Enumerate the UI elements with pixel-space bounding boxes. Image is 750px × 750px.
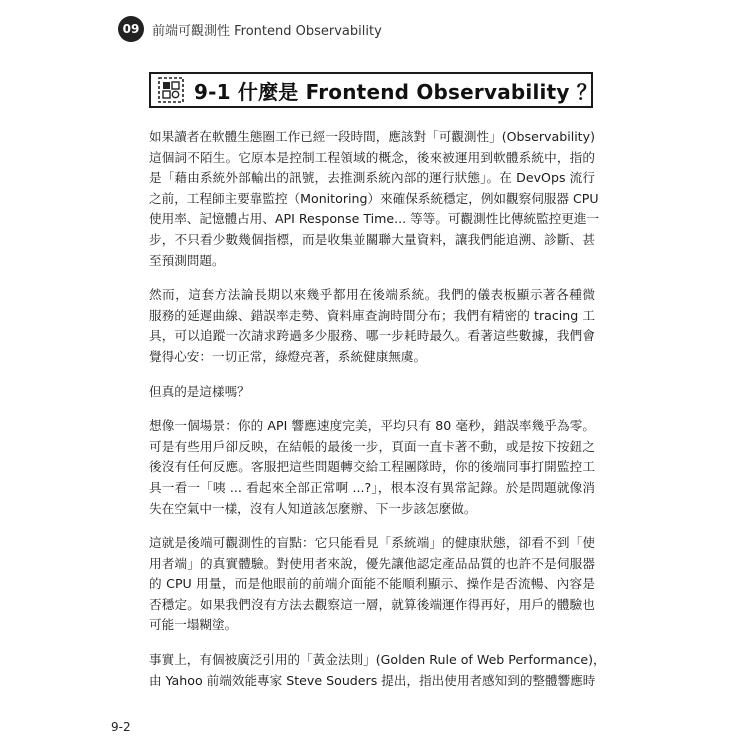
section-heading-box: [149, 72, 597, 108]
text-line: 如果讀者在軟體生態圈工作已經一段時間，應該對「可觀測性」(Observability): [149, 129, 595, 144]
text-line: 否穩定。如果我們沒有方法去觀察這一層，就算後端運作得再好，用戶的體驗也: [149, 596, 595, 612]
text-line: 之前，工程師主要靠監控（Monitoring）來確保系統穩定，例如觀察伺服器 CPU: [149, 190, 599, 206]
paragraph: [149, 416, 595, 519]
page-number: 9-2: [111, 720, 131, 734]
text-line: 服務的延遲曲線、錯誤率走勢、資料庫查詢時間分布；我們有精密的 tracing 工: [149, 307, 595, 323]
running-title: 前端可觀測性 Frontend Observability: [152, 23, 382, 39]
running-header: [118, 16, 382, 42]
text-line: 想像一個場景：你的 API 響應速度完美，平均只有 80 毫秒，錯誤率幾乎為零。: [149, 418, 595, 434]
section-title: 9-1 什麼是 Frontend Observability ？: [194, 79, 597, 104]
text-line: 使用率、記憶體占用、API Response Time... 等等。可觀測性比傳統監控更進一: [149, 211, 600, 227]
text-line: 這個詞不陌生。它原本是控制工程領域的概念，後來被運用到軟體系統中，指的: [149, 149, 595, 165]
text-line: 可能一塌糊塗。: [149, 617, 238, 633]
layout-grid-icon: [158, 77, 184, 103]
text-line: 事實上，有個被廣泛引用的「黃金法則」(Golden Rule of Web Performance)，: [149, 652, 606, 668]
text-line: 步，不只看少數幾個指標，而是收集並關聯大量資料，讓我們能追溯、診斷、甚: [149, 231, 595, 247]
text-line: 具，可以追蹤一次請求跨過多少服務、哪一步耗時最久。看著這些數據，我們會: [149, 328, 595, 344]
text-line: 覺得心安：一切正常，綠燈亮著，系統健康無虞。: [149, 348, 427, 364]
text-line: 具一看一「咦 ... 看起來全部正常啊 ...?」，根本沒有異常記錄。於是問題就像消: [149, 479, 595, 495]
paragraph: [149, 382, 595, 403]
text-line: 的 CPU 用量，而是他眼前的前端介面能不能順利顯示、操作是否流暢、內容是: [149, 576, 595, 592]
text-line: 可是有些用戶卻反映，在結帳的最後一步，頁面一直卡著不動，或是按下按鈕之: [149, 438, 595, 454]
text-line: 後沒有任何反應。客服把這些問題轉交給工程團隊時，你的後端同事打開監控工: [149, 459, 595, 475]
text-line: 這就是後端可觀測性的盲點：它只能看見「系統端」的健康狀態，卻看不到「使: [149, 535, 595, 551]
paragraph: [149, 127, 600, 271]
text-line: 但真的是這樣嗎？: [149, 383, 250, 399]
text-line: 失在空氣中一樣，沒有人知道該怎麼辦、下一步該怎麼做。: [149, 500, 477, 516]
paragraph: [149, 533, 595, 636]
text-line: 用者端」的真實體驗。對使用者來說，優先讓他認定產品品質的也許不是伺服器: [149, 555, 595, 571]
body-text: [149, 127, 606, 705]
paragraph: [149, 285, 595, 367]
paragraph: [149, 650, 606, 691]
text-line: 然而，這套方法論長期以來幾乎都用在後端系統。我們的儀表板顯示著各種微: [149, 287, 595, 303]
chapter-badge: 09: [118, 16, 144, 42]
text-line: 是「藉由系統外部輸出的訊號，去推測系統內部的運行狀態」。在 DevOps 流行: [149, 170, 595, 186]
text-line: 由 Yahoo 前端效能專家 Steve Souders 提出，指出使用者感知到的整體響應時: [149, 672, 596, 688]
text-line: 至預測問題。: [149, 252, 225, 268]
